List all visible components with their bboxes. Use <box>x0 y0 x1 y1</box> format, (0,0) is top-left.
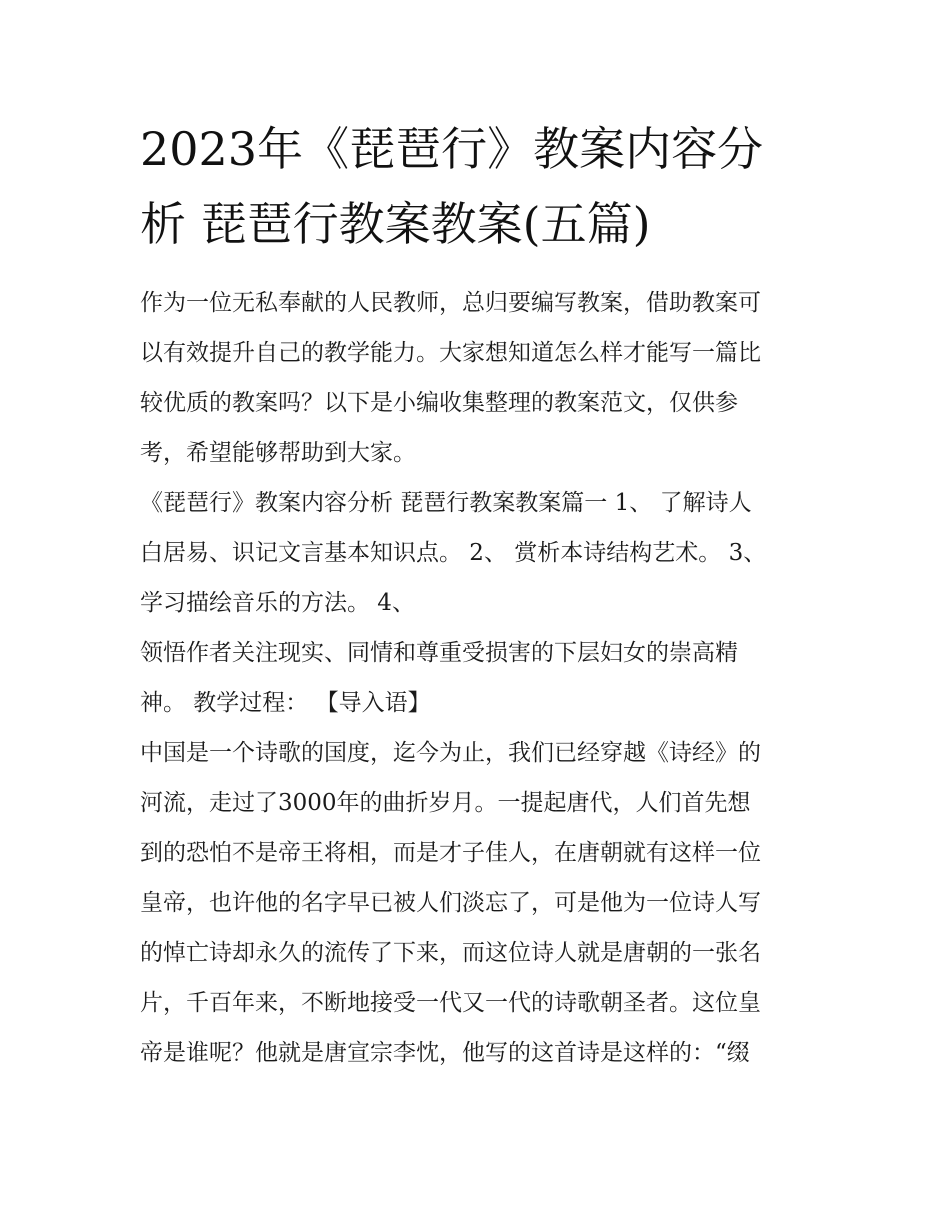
text-line: 神。 教学过程： 【导入语】 <box>140 690 431 716</box>
text-line: 的悼亡诗却永久的流传了下来，而这位诗人就是唐朝的一张名 <box>140 940 761 966</box>
objective-four-paragraph <box>140 628 820 728</box>
objectives-paragraph <box>140 478 820 628</box>
text-line: 中国是一个诗歌的国度，迄今为止，我们已经穿越《诗经》的 <box>140 740 761 766</box>
text-line: 河流，走过了3000年的曲折岁月。一提起唐代，人们首先想 <box>140 790 751 816</box>
document-title <box>140 112 820 262</box>
text-line: 作为一位无私奉献的人民教师，总归要编写教案，借助教案可 <box>140 290 761 316</box>
text-line: 学习描绘音乐的方法。 4、 <box>140 590 415 616</box>
lead-in-paragraph <box>140 728 820 1078</box>
intro-paragraph <box>140 278 820 478</box>
text-line: 以有效提升自己的教学能力。大家想知道怎么样才能写一篇比 <box>140 340 761 366</box>
title-line: 析 琵琶行教案教案(五篇) <box>140 197 651 251</box>
text-line: 到的恐怕不是帝王将相，而是才子佳人，在唐朝就有这样一位 <box>140 840 761 866</box>
text-line: 较优质的教案吗？以下是小编收集整理的教案范文，仅供参 <box>140 390 738 416</box>
text-line: 考，希望能够帮助到大家。 <box>140 440 416 466</box>
text-line: 《琵琶行》教案内容分析 琵琶行教案教案篇一 1、 了解诗人 <box>140 490 752 516</box>
title-line: 2023年《琵琶行》教案内容分 <box>140 122 764 176</box>
text-line: 领悟作者关注现实、同情和尊重受损害的下层妇女的崇高精 <box>140 640 738 666</box>
text-line: 帝是谁呢？他就是唐宣宗李忱，他写的这首诗是这样的：“缀 <box>140 1040 750 1066</box>
text-line: 片，千百年来，不断地接受一代又一代的诗歌朝圣者。这位皇 <box>140 990 761 1016</box>
text-line: 皇帝，也许他的名字早已被人们淡忘了，可是他为一位诗人写 <box>140 890 761 916</box>
text-line: 白居易、识记文言基本知识点。 2、 赏析本诗结构艺术。 3、 <box>140 540 767 566</box>
